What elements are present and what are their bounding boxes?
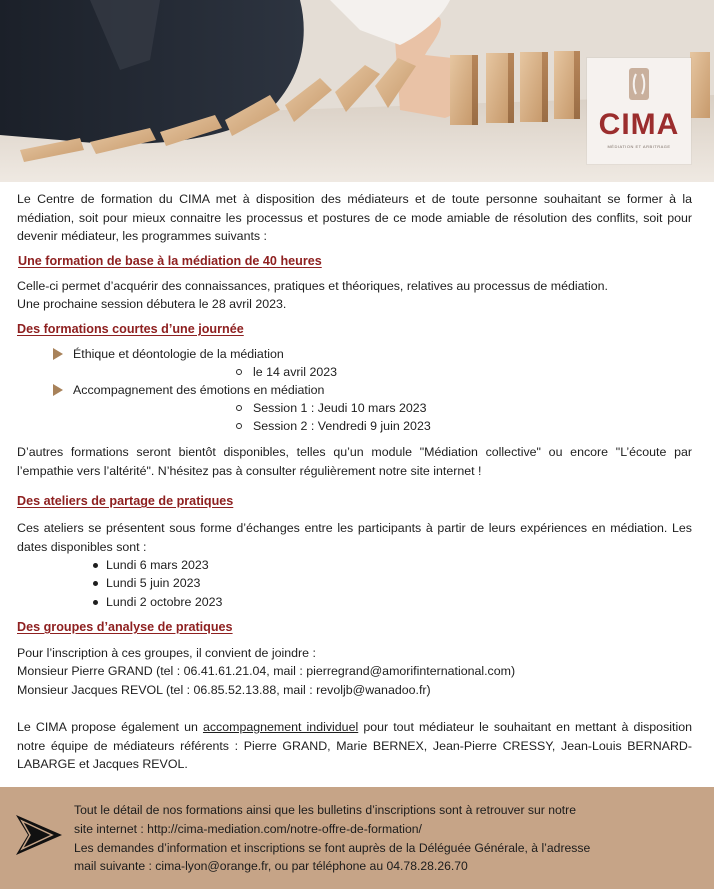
footer-line-4: mail suivante : cima-lyon@orange.fr, ou par téléphone au 04.78.28.26.70 — [74, 859, 468, 874]
circle-bullet-icon — [236, 405, 242, 411]
atelier-date: Lundi 6 mars 2023 — [106, 558, 209, 572]
hero-image — [0, 0, 714, 182]
dot-bullet-icon — [93, 600, 98, 605]
footer-line-2[interactable]: site internet : http://cima-mediation.com/notre-offre-de-formation/ — [74, 821, 422, 836]
dot-bullet-icon — [93, 581, 98, 586]
contact-pierre-grand: Monsieur Pierre GRAND (tel : 06.41.61.21.04, mail : pierregrand@amorifinternational.com) — [17, 664, 516, 678]
formation-base-text: Celle-ci permet d’acquérir des connaissances, pratiques et théoriques, relatives au processus de médiation. — [17, 279, 608, 293]
atelier-date: Lundi 5 juin 2023 — [106, 576, 201, 590]
ateliers-text: Ces ateliers se présentent sous forme d’échanges entre les participants à partir de leurs expériences en médiation. Les dates disponibles sont : — [17, 521, 692, 554]
logo-emblem-icon — [587, 62, 691, 112]
groupes-intro: Pour l’inscription à ces groupes, il convient de joindre : — [17, 646, 316, 660]
arrow-bullet-icon — [53, 348, 63, 360]
intro-paragraph: Le Centre de formation du CIMA met à disposition des médiateurs et de toute personne souhaitant se former à la médiation, soit pour mieux connaitre les processus et postures de ce mode amiable de résolution des conflits, soit pour devenir médiateur, les programmes suivants : — [17, 192, 692, 243]
arrow-right-icon — [14, 813, 64, 857]
accompagnement-individuel-link[interactable]: accompagnement individuel — [202, 720, 359, 734]
accompagnement-text-start: Le CIMA propose également un — [17, 720, 203, 734]
atelier-date: Lundi 2 octobre 2023 — [106, 595, 223, 609]
contact-jacques-revol: Monsieur Jacques REVOL (tel : 06.85.52.13.88, mail : revoljb@wanadoo.fr) — [17, 683, 431, 697]
logo-wordmark: CIMA — [598, 108, 680, 141]
other-courses-note: D’autres formations seront bientôt disponibles, telles qu’un module "Médiation collective" ou encore "L’écoute par l’empathie vers l’altérité". N’hésitez pas à consulter régulièrement notre site internet ! — [17, 445, 692, 478]
course-emotions-session-1: Session 1 : Jeudi 10 mars 2023 — [253, 401, 427, 415]
formation-base-next-session: Une prochaine session débutera le 28 avril 2023. — [17, 297, 287, 311]
dot-bullet-icon — [93, 563, 98, 568]
arrow-bullet-icon — [53, 384, 63, 396]
course-ethique-date: le 14 avril 2023 — [253, 365, 338, 379]
circle-bullet-icon — [236, 369, 242, 375]
heading-formations-courtes: Des formations courtes d’une journée — [17, 322, 244, 336]
footer-line-1: Tout le détail de nos formations ainsi que les bulletins d’inscriptions sont à retrouver sur notre — [74, 803, 576, 817]
footer-text — [74, 801, 684, 876]
accompagnement-paragraph — [17, 718, 692, 774]
logo-tagline: MÉDIATION ET ARBITRAGE — [607, 144, 671, 149]
cima-logo — [587, 58, 691, 164]
footer-line-3: Les demandes d’information et inscriptions se font auprès de la Déléguée Générale, à l’adresse — [74, 840, 591, 855]
course-emotions: Accompagnement des émotions en médiation — [73, 383, 325, 397]
circle-bullet-icon — [236, 423, 242, 429]
heading-formation-base: Une formation de base à la médiation de 40 heures — [18, 254, 322, 268]
course-ethique: Éthique et déontologie de la médiation — [73, 347, 284, 361]
heading-groupes: Des groupes d’analyse de pratiques — [17, 620, 233, 634]
course-emotions-session-2: Session 2 : Vendredi 9 juin 2023 — [253, 419, 431, 433]
footer-banner — [0, 787, 714, 889]
heading-ateliers: Des ateliers de partage de pratiques — [17, 494, 234, 508]
accompagnement-text-end: pour tout médiateur le souhaitant en mettant à disposition notre équipe de médiateurs référents : Pierre GRAND, Marie BERNEX, Jean-Pierre CRESSY, Jean-Louis BERNARD-LABARGE et Jacques REVOL. — [17, 720, 692, 771]
